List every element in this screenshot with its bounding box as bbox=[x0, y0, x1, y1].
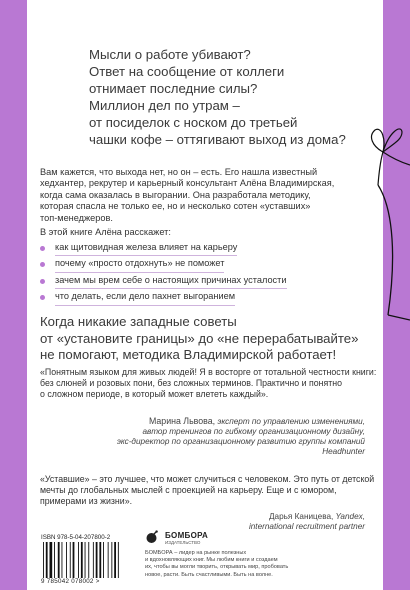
publisher-logo bbox=[145, 530, 209, 549]
lead-line: Миллион дел по утрам – bbox=[89, 98, 240, 113]
barcode-bar bbox=[78, 542, 79, 578]
barcode-bar bbox=[96, 542, 98, 578]
slogan-line: Когда никакие западные советы bbox=[40, 314, 237, 329]
barcode-bar bbox=[108, 542, 109, 578]
barcode-bar bbox=[62, 542, 63, 578]
isbn-number: ISBN 978-5-04-207800-2 bbox=[41, 534, 111, 541]
barcode-bar bbox=[118, 542, 119, 578]
bullet-dot-icon bbox=[40, 246, 45, 251]
author-role-line: автор тренингов по гибкому организационному дизайну, bbox=[142, 427, 365, 436]
barcode-bar bbox=[99, 542, 101, 578]
barcode-bar bbox=[50, 542, 53, 578]
testimonial-author-1 bbox=[117, 416, 365, 457]
publisher-text-line: новое, расти. Быть счастливыми. Быть на волне. bbox=[145, 571, 273, 578]
publisher-text-line: их, чтобы вы могли творить, открывать мир, пробовать bbox=[145, 564, 289, 571]
barcode-bar bbox=[43, 542, 44, 578]
barcode-bar bbox=[103, 542, 104, 578]
list-item bbox=[40, 289, 287, 305]
lead-line: чашки кофе – оттягивают выход из дома? bbox=[89, 132, 346, 147]
testimonial-author-2 bbox=[249, 512, 365, 532]
author-name: Дарья Каницева, bbox=[269, 512, 334, 521]
quote-line: без слюней и розовых пони, без сложных терминов. Практично и понятно bbox=[40, 378, 343, 388]
barcode-bar bbox=[88, 542, 89, 578]
publisher-text-line: и вдохновляющих книг. Мы любим книги и создаем bbox=[145, 557, 278, 564]
intro-line: которая спасла не только ее, но и несколько сотен «уставших» bbox=[40, 201, 311, 212]
intro-paragraph bbox=[40, 167, 382, 224]
publisher-description bbox=[145, 550, 288, 579]
lead-line: Мысли о работе убивают? bbox=[89, 47, 251, 62]
barcode-bar bbox=[73, 542, 75, 578]
lead-line: Ответ на сообщение от коллеги bbox=[89, 64, 285, 79]
author-role: эксперт по управлению изменениями, bbox=[215, 417, 365, 426]
author-company: Yandex, bbox=[333, 512, 365, 521]
testimonial-quote-2 bbox=[40, 474, 374, 507]
list-item bbox=[40, 273, 287, 289]
lead-questions bbox=[89, 46, 389, 148]
barcode-bar bbox=[111, 542, 112, 578]
list-item bbox=[40, 240, 287, 256]
bullet-dot-icon bbox=[40, 279, 45, 284]
barcode-bar bbox=[85, 542, 86, 578]
lead-line: от посиделок с носком до третьей bbox=[89, 115, 298, 130]
publisher-text-line: БОМБОРА – лидер на рынке полезных bbox=[145, 550, 247, 556]
publisher-bomb-icon bbox=[145, 530, 159, 544]
bullet-list bbox=[40, 240, 287, 306]
left-purple-band bbox=[0, 0, 27, 590]
barcode-bar bbox=[54, 542, 55, 578]
quote-line: «Понятным языком для живых людей! Я в восторге от тотальной честности книги: bbox=[40, 367, 377, 377]
barcode-bar bbox=[81, 542, 83, 578]
intro-line: когда сама оказалась в выгорании. Она разработала методику, bbox=[40, 189, 311, 200]
slogan bbox=[40, 314, 358, 364]
publisher-name: БОМБОРА bbox=[165, 531, 209, 540]
intro-line: топ-менеджеров. bbox=[40, 212, 113, 223]
list-item-text: как щитовидная железа влияет на карьеру bbox=[55, 240, 237, 256]
barcode bbox=[42, 542, 128, 578]
bullet-dot-icon bbox=[40, 295, 45, 300]
barcode-bar bbox=[66, 542, 67, 578]
slogan-line: не помогают, методика Владимирской работает! bbox=[40, 347, 337, 363]
list-item-text: что делать, если дело пахнет выгоранием bbox=[55, 289, 235, 305]
publisher-subtitle: ИЗДАТЕЛЬСТВО bbox=[165, 540, 201, 545]
quote-line: мечты до глобальных мыслей с проекцией на карьеру. Еще и с юмором, bbox=[40, 485, 337, 495]
author-role: international recruitment partner bbox=[248, 522, 365, 531]
slogan-line: от «установите границы» до «не перерабатывайте» bbox=[40, 330, 359, 346]
lead-line: отнимает последние силы? bbox=[89, 81, 258, 96]
barcode-bar bbox=[70, 542, 71, 578]
bullet-dot-icon bbox=[40, 262, 45, 267]
list-item-text: почему «просто отдохнуть» не поможет bbox=[55, 256, 224, 272]
barcode-bar bbox=[58, 542, 60, 578]
author-role-line: экс-директор по организационному развитию группы компаний bbox=[116, 437, 365, 446]
author-company: Headhunter bbox=[322, 447, 365, 456]
quote-line: о сложном периоде, в который может влететь каждый». bbox=[40, 389, 269, 399]
barcode-bar bbox=[114, 542, 116, 578]
barcode-bar bbox=[93, 542, 94, 578]
list-item bbox=[40, 256, 287, 272]
quote-line: примерами из жизни». bbox=[40, 496, 133, 506]
list-item-text: зачем мы врем себе о настоящих причинах усталости bbox=[55, 273, 287, 289]
barcode-digits: 9 785042 078002 > bbox=[41, 578, 100, 585]
barcode-bar bbox=[46, 542, 48, 578]
testimonial-quote-1 bbox=[40, 367, 376, 400]
quote-line: «Уставшие» – это лучшее, что может случиться с человеком. Это путь от детской bbox=[40, 474, 375, 484]
author-name: Марина Львова, bbox=[148, 416, 216, 426]
intro-line: Вам кажется, что выхода нет, но он – есть. Его нашла известный bbox=[40, 167, 318, 177]
intro-line: хедхантер, рекрутер и карьерный консультант Алёна Владимирская, bbox=[40, 178, 335, 189]
list-intro: В этой книге Алёна расскажет: bbox=[40, 227, 171, 237]
